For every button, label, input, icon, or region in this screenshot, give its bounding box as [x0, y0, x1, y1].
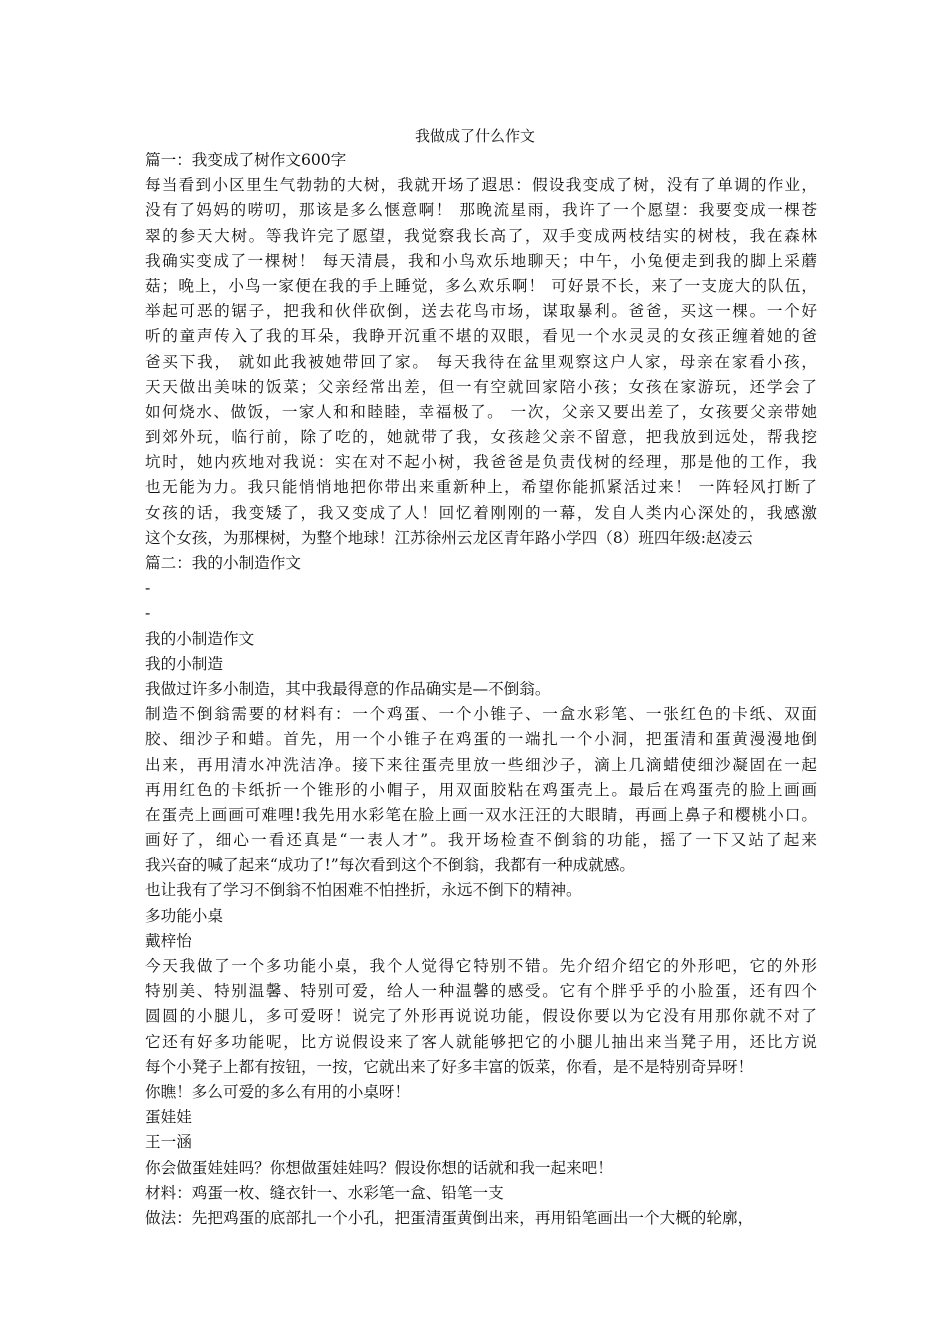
document-body	[145, 148, 817, 1231]
text-line: 我兴奋的喊了起来“成功了!”每次看到这个不倒翁，我都有一种成就感。	[145, 856, 636, 875]
text-line: 你瞧！多么可爱的多么有用的小桌呀！	[145, 1082, 411, 1101]
document-title: 我做成了什么作文	[414, 127, 535, 145]
text-line: 胶、细沙子和蜡。首先，用一个小锥子在鸡蛋的一端扎一个小洞，把蛋清和蛋黄漫漫地倒	[145, 730, 817, 749]
text-line: 材料：鸡蛋一枚、缝衣针一、水彩笔一盒、铅笔一支	[145, 1183, 504, 1202]
text-line: 菇；晚上，小鸟一家便在我的手上睡觉，多么欢乐啊！ 可好景不长，来了一支庞大的队伍，	[145, 276, 817, 295]
text-line: 今天我做了一个多功能小桌，我个人觉得它特别不错。先介绍介绍它的外形吧，它的外形	[145, 957, 817, 975]
text-line: 这个女孩，为那棵树，为整个地球！江苏徐州云龙区青年路小学四（8）班四年级:赵凌云	[145, 528, 753, 547]
text-line: 坑时，她内疚地对我说：实在对不起小树，我爸爸是负责伐树的经理，那是他的工作，我	[145, 453, 817, 472]
text-line: 到郊外玩，临行前，除了吃的，她就带了我，女孩趁父亲不留意，把我放到远处，帮我挖	[145, 428, 817, 447]
text-line: 翠的参天大树。等我许完了愿望，我觉察我长高了，双手变成两枝结实的树枝，我在森林	[145, 226, 817, 245]
text-line: 做法：先把鸡蛋的底部扎一个小孔，把蛋清蛋黄倒出来，再用铅笔画出一个大概的轮廓，	[145, 1208, 754, 1227]
text-line: 出来，再用清水冲洗洁净。接下来往蛋壳里放一些细沙子，滴上几滴蜡使细沙凝固在一起	[145, 755, 817, 774]
text-line: 我的小制造	[145, 654, 223, 673]
text-line: 画好了，细心一看还真是“一表人才”。我开场检查不倒翁的功能，摇了一下又站了起来	[145, 831, 817, 850]
text-line: 特别美、特别温馨、特别可爱，给人一种温馨的感受。它有个胖乎乎的小脸蛋，还有四个	[145, 982, 817, 1001]
text-line: 制造不倒翁需要的材料有：一个鸡蛋、一个小锥子、一盒水彩笔、一张红色的卡纸、双面	[145, 705, 817, 724]
text-line: 我的小制造作文	[145, 629, 255, 648]
text-line: 它还有好多功能呢，比方说假设来了客人就能够把它的小腿儿抽出来当凳子用，还比方说	[145, 1032, 817, 1051]
text-line: 没有了妈妈的唠叨，那该是多么惬意啊！ 那晚流星雨，我许了一个愿望：我要变成一棵苍	[145, 201, 817, 220]
text-line: 篇一：我变成了树作文600字	[145, 151, 347, 169]
text-line: -	[145, 604, 151, 623]
text-line: 戴梓怡	[145, 931, 192, 950]
text-line: 多功能小桌	[145, 906, 223, 925]
text-line: 每个小凳子上都有按钮，一按，它就出来了好多丰富的饭菜，你看，是不是特别奇异呀！	[145, 1057, 754, 1076]
text-line: 女孩的话，我变矮了，我又变成了人！回忆着刚刚的一幕，发自人类内心深处的，我感激	[145, 503, 817, 522]
text-line: 也让我有了学习不倒翁不怕困难不怕挫折，永远不倒下的精神。	[145, 881, 582, 900]
text-line: 我做过许多小制造，其中我最得意的作品确实是—不倒翁。	[145, 679, 551, 698]
text-line: 篇二：我的小制造作文	[145, 554, 301, 572]
text-line: 也无能为力。我只能悄悄地把你带出来重新种上，希望你能抓紧活过来！ 一阵轻风打断了	[145, 478, 817, 497]
text-line: 你会做蛋娃娃吗？你想做蛋娃娃吗？假设你想的话就和我一起来吧！	[145, 1158, 613, 1177]
text-line: 举起可恶的锯子，把我和伙伴砍倒，送去花鸟市场，谋取暴利。爸爸，买这一棵。一个好	[145, 302, 817, 321]
text-line: 圆圆的小腿儿，多可爱呀！说完了外形再说说功能，假设你要以为它没有用那你就不对了	[145, 1007, 817, 1026]
document-page	[145, 124, 817, 1231]
text-line: 每当看到小区里生气勃勃的大树，我就开场了遐思：假设我变成了树，没有了单调的作业，	[145, 176, 817, 195]
text-line: -	[145, 579, 151, 598]
text-line: 王一涵	[145, 1133, 192, 1152]
text-line: 我确实变成了一棵树！ 每天清晨，我和小鸟欢乐地聊天；中午，小兔便走到我的脚上采蘑	[145, 251, 817, 270]
text-line: 如何烧水、做饭，一家人和和睦睦，幸福极了。 一次，父亲又要出差了，女孩要父亲带她	[145, 402, 817, 421]
text-line: 在蛋壳上画画可难哩!我先用水彩笔在脸上画一双水汪汪的大眼睛，再画上鼻子和樱桃小口。	[145, 805, 817, 824]
text-line: 蛋娃娃	[145, 1108, 192, 1127]
text-line: 听的童声传入了我的耳朵，我睁开沉重不堪的双眼，看见一个水灵灵的女孩正缠着她的爸	[145, 327, 817, 346]
text-line: 再用红色的卡纸折一个锥形的小帽子，用双面胶粘在鸡蛋壳上。最后在鸡蛋壳的脸上画画	[145, 780, 817, 799]
text-line: 爸买下我， 就如此我被她带回了家。 每天我待在盆里观察这户人家，母亲在家看小孩，	[145, 352, 817, 371]
text-line: 天天做出美味的饭菜；父亲经常出差，但一有空就回家陪小孩；女孩在家游玩，还学会了	[145, 377, 817, 396]
